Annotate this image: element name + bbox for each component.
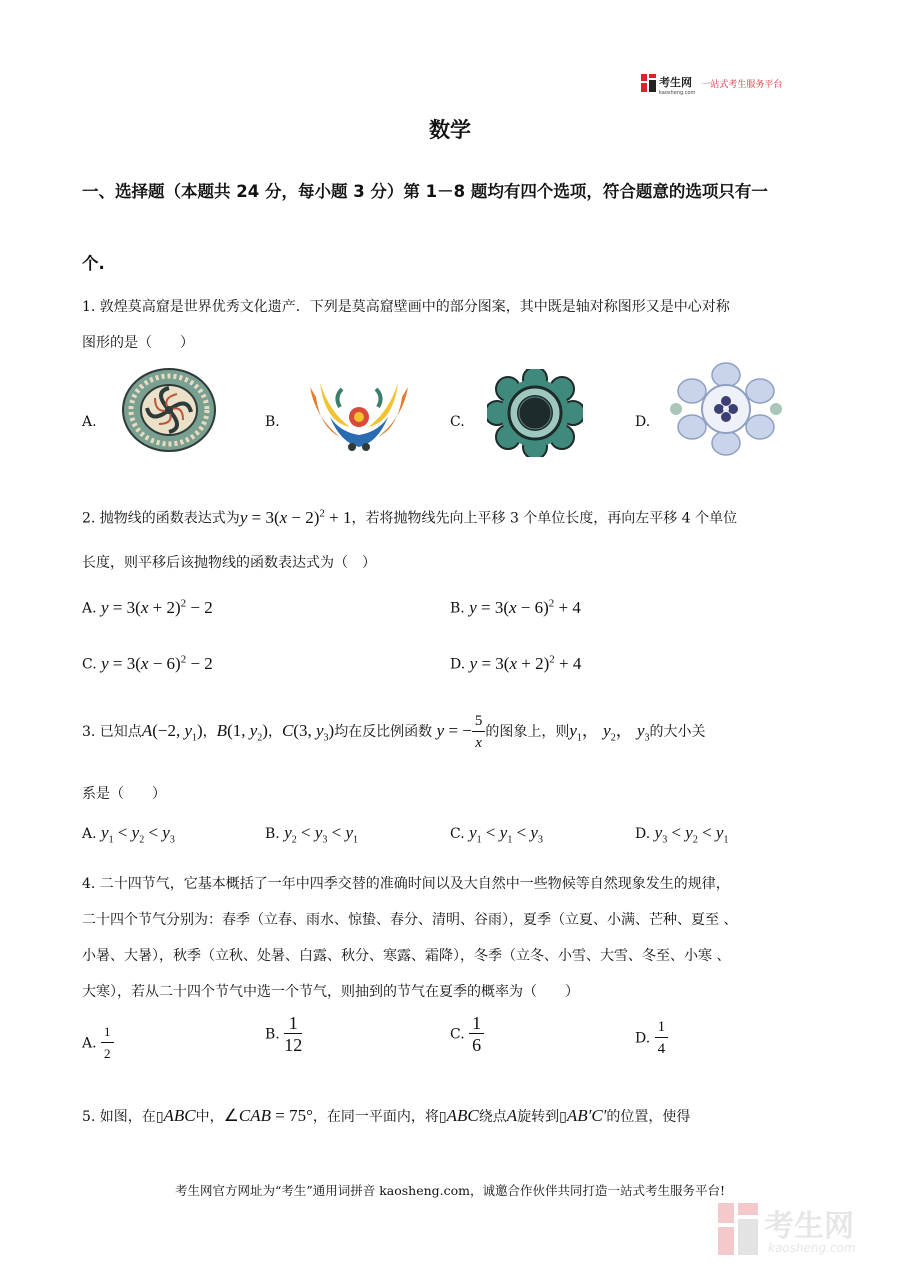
- q4-option-c: [450, 1013, 484, 1056]
- q3-option-a-label: A.: [82, 826, 97, 842]
- q4-option-a: [82, 1022, 114, 1065]
- q3-vars: $y_1$， $y_2$， $y_3$: [569, 721, 650, 744]
- q1-option-a-label: A.: [82, 414, 97, 430]
- q5-mid3: 绕点: [478, 1109, 507, 1125]
- q2-option-b-expr: $y = 3(x - 6)^2 + 4$: [469, 597, 581, 617]
- q1-option-c-label: C.: [450, 414, 465, 430]
- q1-option-d-label: D.: [635, 414, 651, 430]
- q2-pre: 2. 抛物线的函数表达式为: [82, 510, 240, 527]
- q3-pre: 3. 已知点: [82, 724, 142, 740]
- q5-triangle-ab-c: AB′C′: [566, 1106, 607, 1125]
- q2-option-a: [82, 597, 213, 618]
- q5-mid2: ，在同一平面内，将: [312, 1109, 439, 1125]
- q5-line1: [82, 1106, 690, 1127]
- triangle-symbol: ▯: [155, 1109, 164, 1125]
- q3-option-c: [450, 823, 543, 845]
- q3-mid2: 的图象上，则: [485, 724, 570, 740]
- kaosheng-logo-icon: [641, 74, 656, 92]
- page-title: 数学: [429, 118, 471, 142]
- q3-option-b-label: B.: [265, 826, 280, 842]
- logo-name: 考生网: [659, 75, 692, 89]
- watermark-name: 考生网: [764, 1209, 854, 1244]
- q3-mid1: 均在反比例函数: [334, 724, 433, 740]
- q3-option-c-label: C.: [450, 826, 465, 842]
- q1-option-d-pattern: [670, 361, 782, 457]
- q5-point-a: A: [506, 1106, 518, 1125]
- q2-option-a-expr: $y = 3(x + 2)^2 - 2$: [101, 597, 213, 617]
- q3-point-c: C(3, $y_3$): [281, 721, 335, 744]
- q5-pre: 5. 如图，在: [82, 1109, 156, 1125]
- q2-option-d-label: D.: [450, 656, 466, 673]
- q3-option-a: [82, 823, 175, 845]
- q5-mid1: 中，: [195, 1109, 224, 1125]
- section-heading: 一、选择题（本题共 24 分，每小题 3 分）第 1－8 题均有四个选项，符合题意的选项只有一: [82, 182, 768, 201]
- q2-line2: 长度，则平移后该抛物线的函数表达式为（ ）: [82, 555, 376, 571]
- q4-option-b-label: B.: [265, 1026, 280, 1043]
- logo-text: [659, 71, 695, 96]
- q1-option-b-label: B.: [265, 414, 280, 430]
- q4-option-a-fraction: $\frac{1}{2}$: [101, 1022, 114, 1065]
- q4-option-b: [265, 1013, 302, 1056]
- watermark: [716, 1199, 886, 1261]
- section-heading-cont: 个.: [82, 254, 105, 273]
- logo-slogan: 一站式考生服务平台: [701, 79, 783, 90]
- q4-option-c-fraction: $\frac{1}{6}$: [469, 1013, 484, 1056]
- q2-option-b: [450, 597, 581, 618]
- q3-option-c-expr: $y_1 < y_1 < y_3$: [469, 823, 543, 846]
- q4-line1: 4. 二十四节气，它基本概括了一年中四季交替的准确时间以及大自然中一些物候等自然现象发生的规律，: [82, 876, 730, 892]
- q5-angle: ∠CAB = 75°: [223, 1106, 313, 1125]
- logo-domain: kaosheng.com: [659, 89, 696, 96]
- q4-line4: 大寒），若从二十四个节气中选一个节气，则抽到的节气在夏季的概率为（ ）: [82, 984, 579, 1000]
- triangle-symbol-3: ▯: [559, 1109, 567, 1125]
- q1-line1: 1. 敦煌莫高窟是世界优秀文化遗产．下列是莫高窟壁画中的部分图案，其中既是轴对称图形又是中心对称: [82, 299, 730, 315]
- q3-function: y = − $\frac{5}{x}$: [437, 721, 486, 740]
- q5-triangle-abc: ABC: [163, 1106, 196, 1125]
- q2-option-a-label: A.: [82, 600, 97, 617]
- q2-option-d: [450, 653, 581, 674]
- q3-option-b: [265, 823, 358, 845]
- q4-option-d-label: D.: [635, 1030, 651, 1047]
- q5-triangle-abc-2: ABC: [446, 1106, 479, 1125]
- q4-option-a-label: A.: [82, 1035, 97, 1052]
- q2-post: ，若将抛物线先向上平移 3 个单位长度，再向左平移 4 个单位: [351, 510, 738, 527]
- q3-option-b-expr: $y_2 < y_3 < y_1$: [284, 823, 359, 846]
- q3-post: 的大小关: [649, 724, 706, 740]
- q3-line1: 3. 已知点A(−2, $y_1$)，B(1, $y_2$)，C(3, $y_3$)均在反比例函数 y = − $\frac{5}{x}$ 的图象上，则$y_1$， $y_2$， $y_3$的大小关: [82, 712, 706, 751]
- q2-option-c-label: C.: [82, 656, 97, 673]
- q4-line3: 小暑、大暑），秋季（立秋、处暑、白露、秋分、寒露、霜降），冬季（立冬、小雪、大雪、冬至、小寒 、: [82, 948, 731, 964]
- q2-option-b-label: B.: [450, 600, 465, 617]
- triangle-symbol-2: ▯: [438, 1109, 447, 1125]
- q2-expression: $y = 3(x - 2)^2 + 1$: [239, 507, 352, 527]
- q1-option-a-pattern: [120, 367, 218, 453]
- q2-option-c-expr: $y = 3(x - 6)^2 - 2$: [101, 653, 213, 673]
- q3-option-a-expr: $y_1 < y_2 < y_3$: [101, 823, 175, 846]
- q1-option-b-pattern: [300, 377, 418, 457]
- q3-option-d: [635, 823, 728, 845]
- page-footer: 考生网官方网址为“考生”通用词拼音 kaosheng.com，诚邀合作伙伴共同打造一站式考生服务平台!: [174, 1183, 726, 1198]
- q2-option-c: [82, 653, 213, 674]
- q5-post: 的位置，使得: [606, 1109, 691, 1125]
- header-logo: [641, 72, 806, 94]
- q3-point-b: B(1, $y_2$): [216, 721, 268, 744]
- q2-option-d-expr: $y = 3(x + 2)^2 + 4$: [469, 653, 582, 673]
- q2-line1: [82, 503, 737, 529]
- q3-point-a: A(−2, $y_1$): [141, 721, 203, 744]
- q4-option-c-label: C.: [450, 1026, 465, 1043]
- q3-line2: 系是（ ）: [82, 786, 166, 802]
- watermark-domain: kaosheng.com: [768, 1241, 856, 1255]
- q3-option-d-expr: $y_3 < y_2 < y_1$: [654, 823, 729, 846]
- q1-line2: 图形的是（ ）: [82, 335, 194, 351]
- q4-option-d-fraction: $\frac{1}{4}$: [655, 1017, 669, 1060]
- q3-option-d-label: D.: [635, 826, 651, 842]
- q5-mid4: 旋转到: [517, 1109, 560, 1125]
- q4-option-b-fraction: $\frac{1}{12}$: [284, 1013, 303, 1055]
- q1-option-c-pattern: [487, 369, 583, 457]
- q4-option-d: [635, 1017, 668, 1060]
- q4-line2: 二十四个节气分别为：春季（立春、雨水、惊蛰、春分、清明、谷雨），夏季（立夏、小满、芒种、夏至 、: [82, 912, 738, 928]
